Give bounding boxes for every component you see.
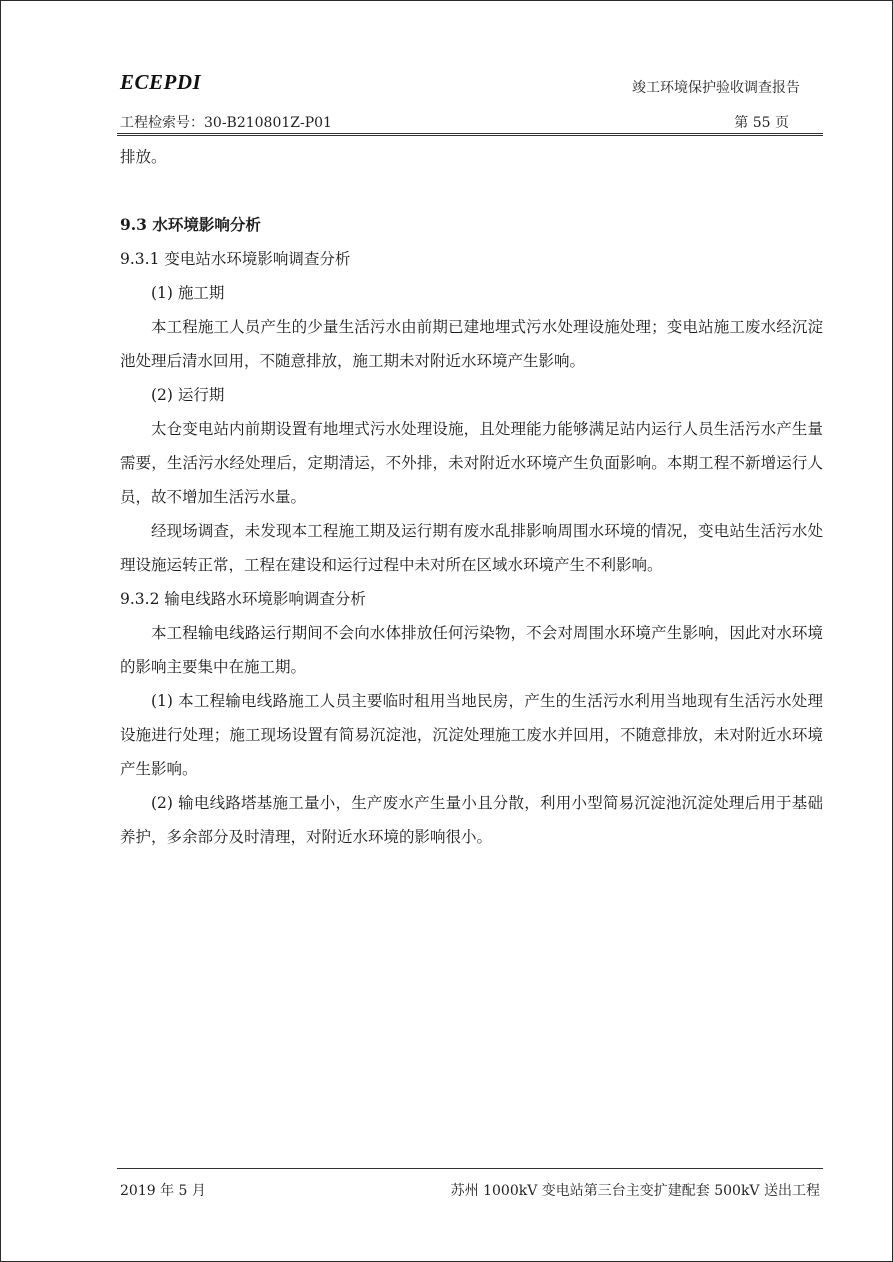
paragraph: 经现场调查，未发现本工程施工期及运行期有废水乱排影响周围水环境的情况，变电站生活污水处理设施运转正常，工程在建设和运行过程中未对所在区域水环境产生不利影响。 (120, 522, 823, 574)
carry-over-text: 排放。 (120, 148, 167, 166)
paragraph: 太仓变电站内前期设置有地埋式污水处理设施，且处理能力能够满足站内运行人员生活污水产生量需要，生活污水经处理后，定期清运，不外排，未对附近水环境产生负面影响。本期工程不新增运行人员，故不增加生活污水量。 (120, 420, 823, 506)
paragraph: 本工程输电线路运行期间不会向水体排放任何污染物，不会对周围水环境产生影响，因此对水环境的影响主要集中在施工期。 (120, 624, 823, 676)
report-title: 竣工环境保护验收调查报告 (632, 80, 800, 96)
paragraph-gap (120, 174, 823, 208)
document-body (120, 140, 823, 854)
footer-project-name: 苏州 1000kV 变电站第三台主变扩建配套 500kV 送出工程 (450, 1183, 820, 1199)
footer-divider (117, 1168, 823, 1169)
header-divider (117, 133, 823, 136)
footer-date: 2019 年 5 月 (120, 1183, 206, 1199)
company-logo: ECEPDI (120, 70, 202, 94)
paragraph: 本工程施工人员产生的少量生活污水由前期已建地埋式污水处理设施处理；变电站施工废水经沉淀池处理后清水回用，不随意排放，施工期未对附近水环境产生影响。 (120, 318, 823, 370)
paragraph: (1) 本工程输电线路施工人员主要临时租用当地民房，产生的生活污水利用当地现有生活污水处理设施进行处理；施工现场设置有简易沉淀池，沉淀处理施工废水并回用，不随意排放，未对附近水环境产生影响。 (120, 692, 823, 778)
page-number: 第 55 页 (734, 115, 789, 131)
subsection-title: 9.3.2 输电线路水环境影响调查分析 (120, 590, 366, 608)
item-title: (1) 施工期 (151, 284, 225, 302)
paragraph: (2) 输电线路塔基施工量小，生产废水产生量小且分散，利用小型简易沉淀池沉淀处理后用于基础养护，多余部分及时清理，对附近水环境的影响很小。 (120, 794, 823, 846)
section-title: 9.3 水环境影响分析 (120, 215, 261, 234)
doc-number: 工程检索号：30-B210801Z-P01 (120, 115, 332, 131)
item-title: (2) 运行期 (151, 386, 225, 404)
subsection-title: 9.3.1 变电站水环境影响调查分析 (120, 250, 351, 268)
